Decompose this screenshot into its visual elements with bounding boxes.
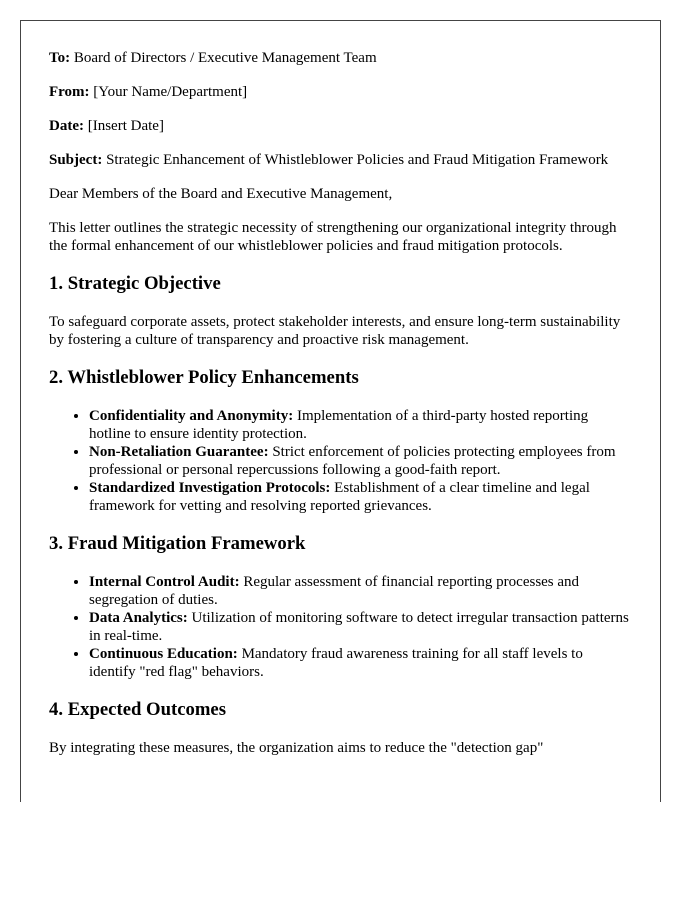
from-line [49, 83, 632, 101]
subject-value: Strategic Enhancement of Whistleblower Policies and Fraud Mitigation Framework [106, 152, 609, 168]
list-item [89, 443, 632, 479]
item-desc: Implementation of a third-party hosted reporting hotline to ensure identity protection. [89, 408, 589, 442]
item-desc: Strict enforcement of policies protecting employees from professional or personal repercussions following a good-faith report. [89, 444, 616, 478]
item-term: Internal Control Audit: [89, 574, 240, 590]
from-value: [Your Name/Department] [93, 84, 248, 100]
item-desc: Regular assessment of financial reporting processes and segregation of duties. [89, 574, 580, 608]
intro-paragraph: This letter outlines the strategic necessity of strengthening our organizational integrity through the formal enhancement of our whistleblower policies and fraud mitigation protocols. [49, 220, 617, 254]
section-heading: 4. Expected Outcomes [49, 699, 226, 720]
date-label: Date: [49, 118, 84, 134]
salutation: Dear Members of the Board and Executive Management, [49, 186, 393, 202]
item-term: Continuous Education: [89, 646, 238, 662]
list-item [89, 407, 632, 443]
item-desc: Mandatory fraud awareness training for all staff levels to identify "red flag" behaviors. [89, 646, 583, 680]
bullet-list [49, 573, 632, 681]
item-desc: Establishment of a clear timeline and legal framework for vetting and resolving reported grievances. [89, 480, 590, 514]
section-heading: 1. Strategic Objective [49, 273, 221, 294]
list-item [89, 645, 632, 681]
list-item [89, 479, 632, 515]
date-line [49, 117, 632, 135]
item-desc: Utilization of monitoring software to detect irregular transaction patterns in real-time. [89, 610, 629, 644]
item-term: Non-Retaliation Guarantee: [89, 444, 269, 460]
bullet-list [49, 407, 632, 515]
list-item [89, 609, 632, 645]
section-text: By integrating these measures, the organization aims to reduce the "detection gap" [49, 740, 544, 756]
to-line [49, 49, 632, 67]
subject-line [49, 151, 632, 169]
section-text: To safeguard corporate assets, protect stakeholder interests, and ensure long-term sustainability by fostering a culture of transparency and proactive risk management. [49, 314, 621, 348]
to-label: To: [49, 50, 71, 66]
item-term: Confidentiality and Anonymity: [89, 408, 294, 424]
list-item [89, 573, 632, 609]
section-heading: 2. Whistleblower Policy Enhancements [49, 367, 359, 388]
subject-label: Subject: [49, 152, 103, 168]
letter-page [20, 20, 661, 802]
section-heading: 3. Fraud Mitigation Framework [49, 533, 306, 554]
date-value: [Insert Date] [87, 118, 164, 134]
item-term: Data Analytics: [89, 610, 188, 626]
to-value: Board of Directors / Executive Management Team [73, 50, 377, 66]
item-term: Standardized Investigation Protocols: [89, 480, 331, 496]
from-label: From: [49, 84, 90, 100]
